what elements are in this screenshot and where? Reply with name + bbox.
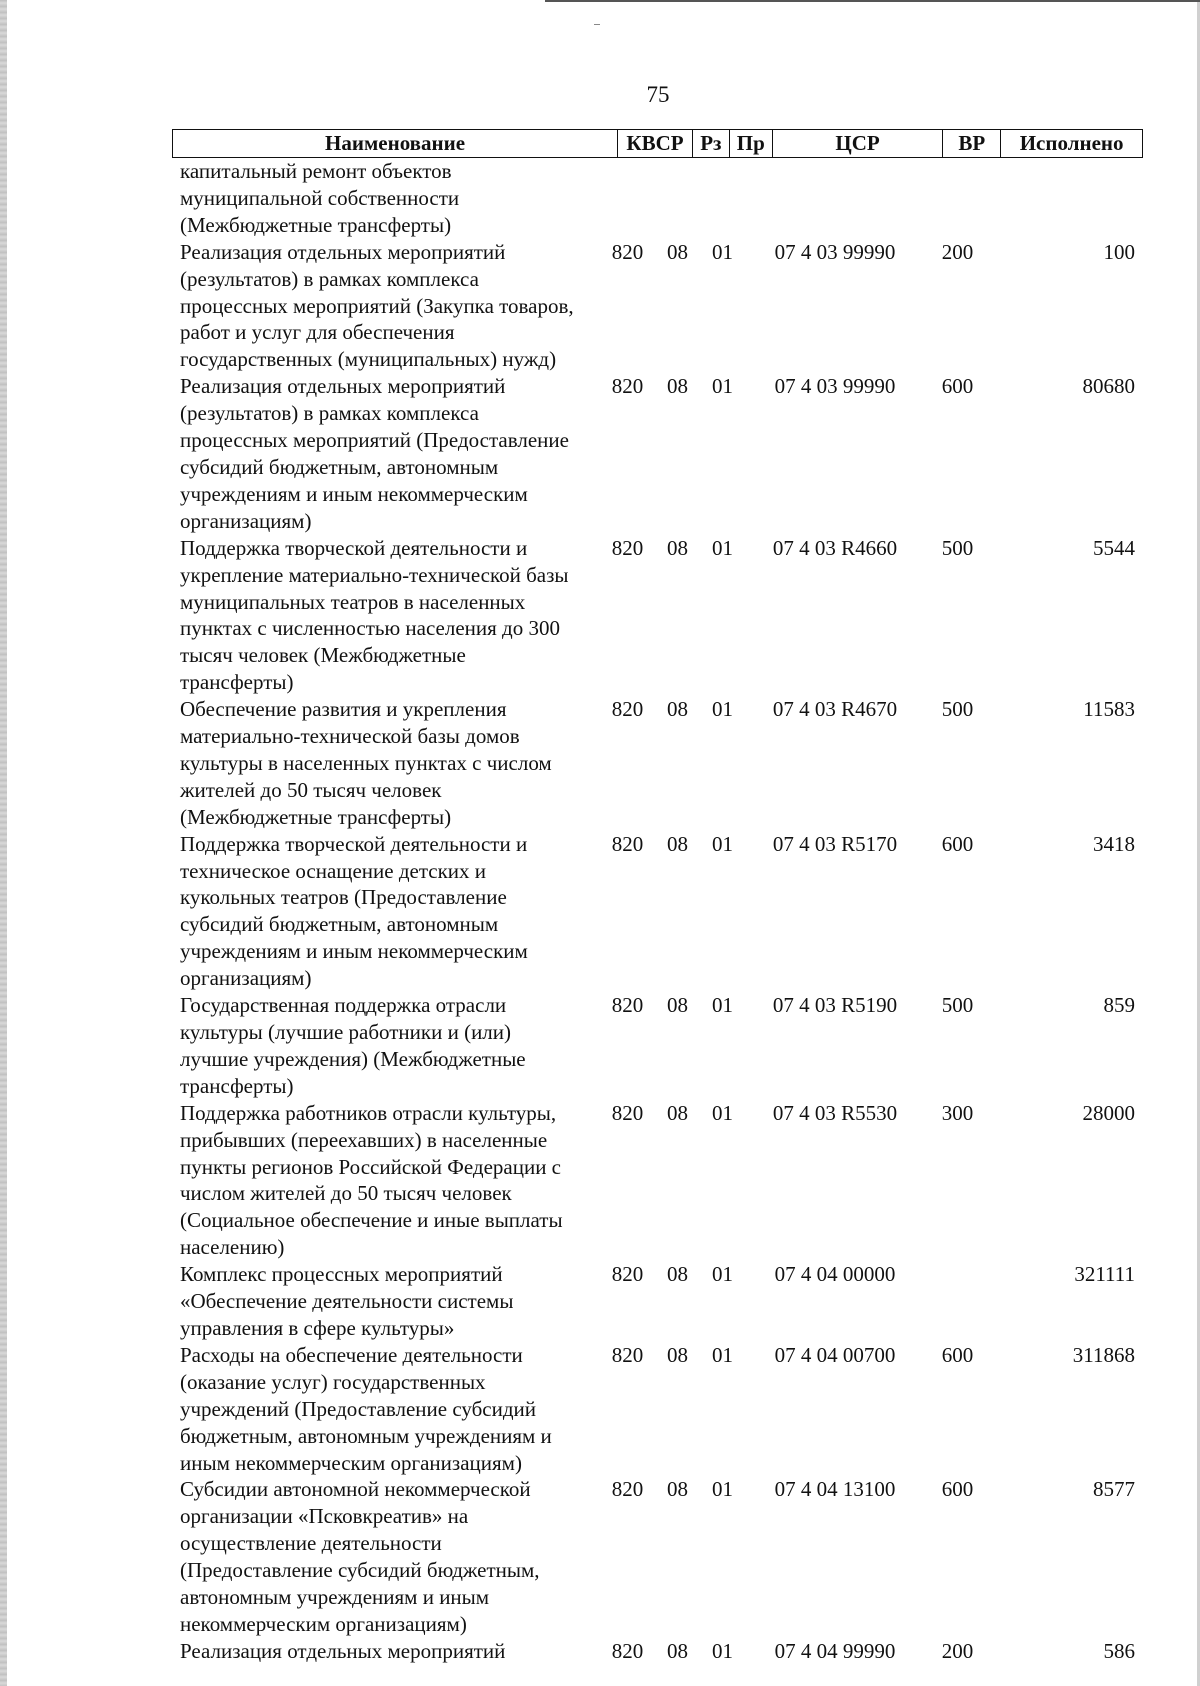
cell-rz: 08 bbox=[667, 535, 688, 560]
cell-csr: 07 4 04 00000 bbox=[774, 1262, 896, 1287]
cell-pr: 01 bbox=[712, 831, 733, 856]
cell-name: Поддержка творческой деятельности и техническое оснащение детских и кукольных театров (Предоставление субсидий бюджетным, автономным учреждениям и иным некоммерческим организациям) bbox=[180, 831, 528, 991]
cell-csr: 07 4 03 R4660 bbox=[772, 535, 898, 560]
cell-name: Комплекс процессных мероприятий «Обеспечение деятельности системы управления в сфере культуры» bbox=[180, 1262, 514, 1340]
cell-rz: 08 bbox=[667, 697, 688, 722]
table-row bbox=[180, 1342, 1135, 1477]
cell-kvsr: 820 bbox=[611, 1342, 644, 1367]
cell-vr: 500 bbox=[941, 697, 974, 722]
cell-kvsr: 820 bbox=[611, 1638, 644, 1663]
cell-csr: 07 4 03 99990 bbox=[774, 374, 896, 399]
cell-vr: 600 bbox=[941, 374, 974, 399]
table-row bbox=[180, 373, 1135, 534]
table-row bbox=[180, 1261, 1135, 1342]
scan-artifact-dot bbox=[594, 24, 600, 25]
cell-name: Поддержка работников отрасли культуры, прибывших (переехавших) в населенные пункты регионов Российской Федерации с числом жителей до 50 тысяч человек (Социальное обеспечение и иные выплаты населению) bbox=[180, 1100, 563, 1260]
cell-kvsr: 820 bbox=[611, 993, 644, 1018]
cell-done: 5544 bbox=[1093, 535, 1135, 560]
cell-csr: 07 4 04 00700 bbox=[774, 1342, 896, 1367]
table-row bbox=[180, 831, 1135, 992]
cell-pr: 01 bbox=[712, 239, 733, 264]
header-kvsr: КВСР bbox=[618, 130, 693, 157]
table-body bbox=[180, 158, 1135, 1665]
cell-vr: 600 bbox=[941, 831, 974, 856]
cell-name: Поддержка творческой деятельности и укрепление материально-технической базы муниципальных театров в населенных пунктах с численностью населения до 300 тысяч человек (Межбюджетные трансферты) bbox=[180, 535, 569, 695]
cell-pr: 01 bbox=[712, 1477, 733, 1502]
cell-name: Реализация отдельных мероприятий bbox=[180, 1638, 506, 1663]
cell-pr: 01 bbox=[712, 993, 733, 1018]
cell-kvsr: 820 bbox=[611, 1477, 644, 1502]
cell-name: Расходы на обеспечение деятельности (оказание услуг) государственных учреждений (Предоставление субсидий бюджетным, автономным учреждениям и иным некоммерческим организациям) bbox=[180, 1342, 552, 1475]
cell-name: Субсидии автономной некоммерческой организации «Псковкреатив» на осуществление деятельности (Предоставление субсидий бюджетным, автономным учреждениям и иным некоммерческим организациям) bbox=[180, 1477, 540, 1636]
cell-name: капитальный ремонт объектов муниципальной собственности (Межбюджетные трансферты) bbox=[180, 159, 460, 237]
table-row bbox=[180, 992, 1135, 1100]
cell-pr: 01 bbox=[712, 1638, 733, 1663]
cell-csr: 07 4 03 R5190 bbox=[772, 993, 898, 1018]
cell-kvsr: 820 bbox=[611, 535, 644, 560]
cell-vr: 500 bbox=[941, 993, 974, 1018]
header-name: Наименование bbox=[173, 130, 618, 157]
cell-csr: 07 4 03 R4670 bbox=[772, 697, 898, 722]
cell-rz: 08 bbox=[667, 1100, 688, 1125]
cell-rz: 08 bbox=[667, 239, 688, 264]
table-row bbox=[180, 1476, 1135, 1637]
header-csr: ЦСР bbox=[773, 130, 944, 157]
header-vr: ВР bbox=[943, 130, 1001, 157]
cell-pr: 01 bbox=[712, 1262, 733, 1287]
cell-pr: 01 bbox=[712, 697, 733, 722]
header-rz: Рз bbox=[693, 130, 730, 157]
table-header bbox=[172, 129, 1143, 158]
cell-vr: 500 bbox=[941, 535, 974, 560]
cell-name: Государственная поддержка отрасли культуры (лучшие работники и (или) лучшие учреждения) (Межбюджетные трансферты) bbox=[180, 993, 526, 1098]
cell-done: 80680 bbox=[1082, 374, 1135, 399]
cell-rz: 08 bbox=[667, 1342, 688, 1367]
cell-csr: 07 4 04 13100 bbox=[774, 1477, 896, 1502]
cell-pr: 01 bbox=[712, 374, 733, 399]
cell-rz: 08 bbox=[667, 374, 688, 399]
cell-done: 311868 bbox=[1072, 1342, 1135, 1367]
table-row bbox=[180, 696, 1135, 831]
cell-kvsr: 820 bbox=[611, 374, 644, 399]
cell-done: 3418 bbox=[1093, 831, 1135, 856]
cell-done: 8577 bbox=[1093, 1477, 1135, 1502]
cell-done: 321111 bbox=[1074, 1262, 1135, 1287]
cell-csr: 07 4 04 99990 bbox=[774, 1638, 896, 1663]
scan-edge-left bbox=[0, 0, 7, 1686]
cell-done: 100 bbox=[1103, 239, 1135, 264]
header-pr: Пр bbox=[730, 130, 773, 157]
cell-csr: 07 4 03 R5170 bbox=[772, 831, 898, 856]
cell-name: Реализация отдельных мероприятий (результатов) в рамках комплекса процессных мероприятий (Предоставление субсидий бюджетным, автономным учреждениям и иным некоммерческим организациям) bbox=[180, 374, 569, 533]
cell-vr: 300 bbox=[941, 1100, 974, 1125]
cell-csr: 07 4 03 99990 bbox=[774, 239, 896, 264]
table-row bbox=[180, 158, 1135, 239]
table-row bbox=[180, 239, 1135, 374]
cell-done: 28000 bbox=[1082, 1100, 1135, 1125]
cell-rz: 08 bbox=[667, 831, 688, 856]
cell-pr: 01 bbox=[712, 535, 733, 560]
cell-done: 586 bbox=[1103, 1638, 1135, 1663]
cell-done: 859 bbox=[1103, 993, 1135, 1018]
cell-vr: 600 bbox=[941, 1342, 974, 1367]
cell-kvsr: 820 bbox=[611, 697, 644, 722]
header-done: Исполнено bbox=[1019, 131, 1124, 155]
cell-vr: 200 bbox=[941, 239, 974, 264]
cell-csr: 07 4 03 R5530 bbox=[772, 1100, 898, 1125]
cell-done: 11583 bbox=[1083, 697, 1135, 722]
cell-pr: 01 bbox=[712, 1100, 733, 1125]
cell-pr: 01 bbox=[712, 1342, 733, 1367]
cell-name: Реализация отдельных мероприятий (результатов) в рамках комплекса процессных мероприятий (Закупка товаров, работ и услуг для обеспечения государственных (муниципальных) нужд) bbox=[180, 239, 574, 372]
table-row bbox=[180, 1638, 1135, 1665]
cell-name: Обеспечение развития и укрепления материально-технической базы домов культуры в населенных пунктах с числом жителей до 50 тысяч человек (Межбюджетные трансферты) bbox=[180, 697, 552, 829]
cell-kvsr: 820 bbox=[611, 239, 644, 264]
cell-vr: 600 bbox=[941, 1477, 974, 1502]
table-row bbox=[180, 1100, 1135, 1261]
cell-rz: 08 bbox=[667, 993, 688, 1018]
cell-vr: 200 bbox=[941, 1638, 974, 1663]
page-number: 75 bbox=[646, 82, 670, 107]
table-row bbox=[180, 535, 1135, 696]
scan-artifact-line bbox=[545, 0, 1200, 2]
cell-rz: 08 bbox=[667, 1477, 688, 1502]
cell-rz: 08 bbox=[667, 1638, 688, 1663]
cell-kvsr: 820 bbox=[611, 1262, 644, 1287]
cell-kvsr: 820 bbox=[611, 831, 644, 856]
cell-kvsr: 820 bbox=[611, 1100, 644, 1125]
cell-rz: 08 bbox=[667, 1262, 688, 1287]
